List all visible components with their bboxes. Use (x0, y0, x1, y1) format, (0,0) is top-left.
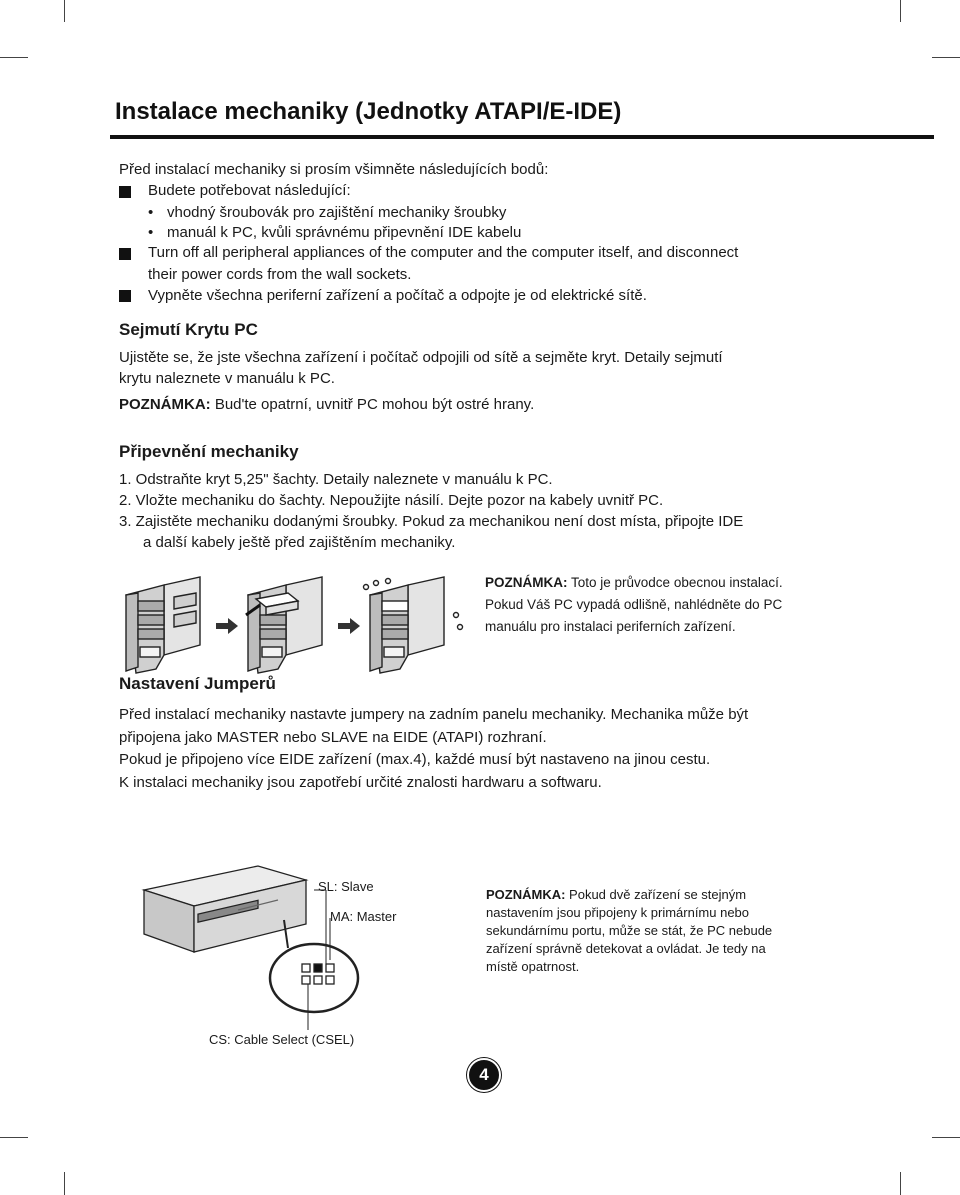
mount-step-3-line-1: 3. Zajistěte mechaniku dodanými šroubky. Pokud za mechanikou není dost místa, připojte IDE (119, 513, 744, 530)
jumper-line-1: Před instalací mechaniky nastavte jumpery na zadním panelu mechaniky. Mechanika může být (119, 706, 749, 723)
jumper-note-line-2: nastavením jsou připojeny k primárnímu nebo (486, 905, 750, 920)
crop-mark (64, 1172, 65, 1195)
arrow-right-icon (338, 618, 360, 634)
page-number: 4 (467, 1058, 501, 1092)
bullet-dot-icon: • (148, 224, 154, 241)
page-title: Instalace mechaniky (Jednotky ATAPI/E-IDE) (115, 98, 622, 125)
note-label: POZNÁMKA: (119, 396, 211, 413)
pc-bay-step-1 (126, 577, 200, 673)
intro-sub-1: vhodný šroubovák pro zajištění mechaniky šroubky (167, 204, 507, 221)
bullet-square-icon (119, 186, 131, 198)
crop-mark (64, 0, 65, 22)
jumper-note-line-5: místě opatrnost. (486, 959, 580, 974)
crop-mark (900, 1172, 901, 1195)
crop-mark (0, 57, 28, 58)
crop-mark (932, 1137, 960, 1138)
pc-bay-step-2 (246, 577, 322, 673)
intro-item-2-line-2: their power cords from the wall sockets. (148, 266, 412, 283)
drive-jumper-illustration (138, 860, 418, 1035)
crop-mark (900, 0, 901, 22)
jumper-note-line-1 (486, 886, 746, 904)
note-text: Pokud dvě zařízení se stejným (565, 887, 747, 902)
bullet-square-icon (119, 290, 131, 302)
intro-item-1: Budete potřebovat následující: (148, 182, 351, 199)
mount-step-3-line-2: a další kabely ještě před zajištěním mechaniky. (143, 534, 456, 551)
jumper-heading: Nastavení Jumperů (119, 674, 276, 693)
pc-bay-step-3 (364, 577, 463, 673)
bullet-dot-icon: • (148, 204, 154, 221)
label-cable-select: CS: Cable Select (CSEL) (209, 1032, 355, 1047)
title-rule (110, 135, 934, 139)
crop-mark (0, 1137, 28, 1138)
jumper-line-2: připojena jako MASTER nebo SLAVE na EIDE (ATAPI) rozhraní. (119, 729, 547, 746)
note-text: Bud'te opatrní, uvnitř PC mohou být ostré hrany. (210, 396, 535, 413)
mount-step-2: 2. Vložte mechaniku do šachty. Nepoužijte násilí. Dejte pozor na kabely uvnitř PC. (119, 492, 664, 509)
cover-note (119, 395, 534, 415)
jumper-line-3: Pokud je připojeno více EIDE zařízení (max.4), každé musí být nastaveno na jinou cestu. (119, 751, 711, 768)
intro-sub-2: manuál k PC, kvůli správnému připevnění IDE kabelu (167, 224, 522, 241)
mount-step-1: 1. Odstraňte kryt 5,25" šachty. Detaily naleznete v manuálu k PC. (119, 471, 553, 488)
mount-note-line-1 (485, 573, 783, 593)
note-text: Toto je průvodce obecnou instalací. (567, 575, 783, 590)
crop-mark (932, 57, 960, 58)
intro-lead: Před instalací mechaniky si prosím všimněte následujících bodů: (119, 161, 549, 178)
jumper-line-4: K instalaci mechaniky jsou zapotřebí určité znalosti hardwaru a softwaru. (119, 774, 602, 791)
cover-line-1: Ujistěte se, že jste všechna zařízení i počítač odpojili od sítě a sejměte kryt. Detaily sejmutí (119, 349, 723, 366)
label-master: MA: Master (330, 909, 397, 924)
bullet-square-icon (119, 248, 131, 260)
arrow-right-icon (216, 618, 238, 634)
mount-note-line-3: manuálu pro instalaci periferních zařízení. (485, 619, 736, 634)
installation-illustration (116, 575, 472, 675)
jumper-note-line-3: sekundárnímu portu, může se stát, že PC nebude (486, 923, 773, 938)
mount-note-line-2: Pokud Váš PC vypadá odlišně, nahlédněte do PC (485, 597, 783, 612)
mount-heading: Připevnění mechaniky (119, 442, 299, 461)
cover-line-2: krytu naleznete v manuálu k PC. (119, 370, 335, 387)
label-slave: SL: Slave (318, 879, 374, 894)
note-label: POZNÁMKA: (485, 575, 568, 590)
intro-item-2-line-1: Turn off all peripheral appliances of the computer and the computer itself, and disconnect (148, 244, 739, 261)
cover-heading: Sejmutí Krytu PC (119, 320, 258, 339)
jumper-note-line-4: zařízení správně detekovat a ovládat. Je tedy na (486, 941, 766, 956)
note-label: POZNÁMKA: (486, 887, 566, 902)
intro-item-3: Vypněte všechna periferní zařízení a počítač a odpojte je od elektrické sítě. (148, 287, 647, 304)
